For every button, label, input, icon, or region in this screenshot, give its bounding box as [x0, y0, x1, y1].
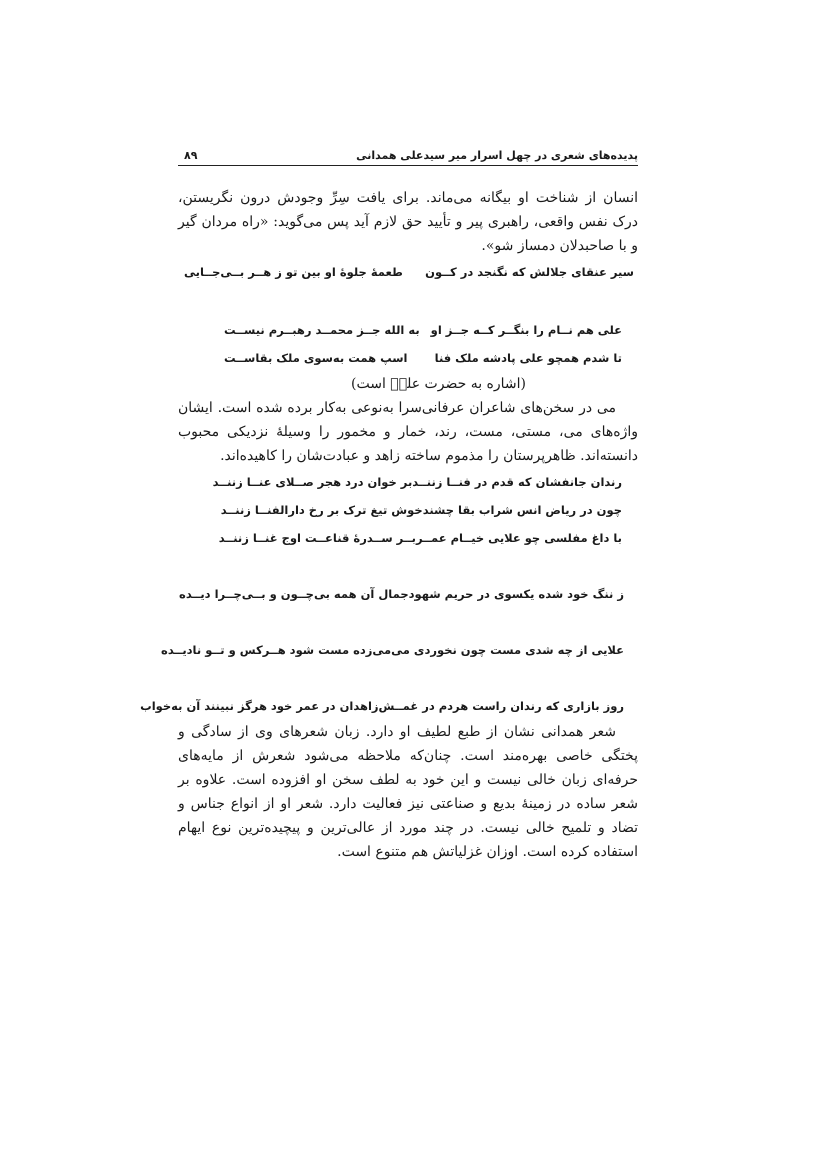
verse-9-right: روز بازاری که رندان راست هردم در غمــش: [378, 699, 624, 713]
verse-2-right: علی هم نــام را بنگــر کــه جــز او: [430, 323, 622, 337]
verse-8: [161, 636, 638, 664]
verse-5-left: خوش تیغ ترک بر رخ دارالفنــا زننــد: [220, 503, 423, 517]
verse-8-left: می‌زده مست شود هــرکس و تــو نادیــده: [161, 643, 392, 657]
verse-1-left: طعمهٔ جلوهٔ او بین تو ز هــر بــی‌جــایی: [184, 265, 403, 279]
verse-7: [178, 580, 638, 608]
paragraph-1: انسان از شناخت او بیگانه می‌ماند. برای یافت سِرِّ وجودش درون نگریستن، درک نفس واقعی، راهبری پیر و تأیید حق لازم آید پس می‌گوید: «راه مردان گیر و با صاحبدلان دمساز شو».: [178, 190, 638, 254]
running-title: پدیده‌های شعری در چهل اسرار میر سیدعلی همدانی: [356, 149, 638, 162]
verse-7-left: جمال آن همه بی‌چــون و بــی‌چــرا دیــده: [179, 587, 409, 601]
verse-3-right: تا شدم همچو علی پادشه ملک فنا: [434, 351, 622, 365]
verse-4-left: بر خوان درد هجر صــلای عنــا زننــد: [212, 475, 413, 489]
verse-6-left: بــر ســدرهٔ قناعــت اوج غنــا زننــد: [218, 531, 416, 545]
verse-gap: [178, 608, 638, 636]
paragraph-2: می در سخن‌های شاعران عرفانی‌سرا به‌نوعی به‌کار برده شده است. ایشان واژه‌های می، مستی، مست، رند، خمار و مخمور را وسیلهٔ نزدیکی محبوب دانسته‌اند. ظاهرپرستان را مذموم ساخته زاهد و عبادت‌شان را کاهیده‌اند.: [178, 400, 638, 464]
verse-9: [140, 692, 638, 720]
verse-8-right: علایی از چه شدی مست چون نخوردی می: [391, 643, 624, 657]
verse-gap: [178, 664, 638, 692]
page-number: ۸۹: [184, 149, 198, 162]
verse-3-left: اسپ همت به‌سوی ملک بقاســت: [224, 351, 408, 365]
verse-gap: [178, 552, 638, 580]
page-header: [178, 138, 638, 166]
verse-4-right: رندان جانفشان که قدم در فنــا زننــد: [412, 475, 622, 489]
verse-4: [178, 468, 638, 496]
verse-2-left: به الله جــز محمــد رهبــرم نیســت: [224, 323, 420, 337]
verse-gap: [178, 286, 638, 316]
verse-7-right: ز ننگ خود شده یکسوی در حریم شهود: [408, 587, 624, 601]
book-page: [140, 138, 638, 864]
verse-6: [178, 524, 638, 552]
verse-6-right: با داغ مفلسی چو علایی خیــام عمــر: [416, 531, 622, 545]
verse-1: [178, 258, 638, 286]
verse-1-right: سیر عنقای جلالش که نگنجد در کــون: [425, 265, 634, 279]
verse-9-left: زاهدان در عمر خود هرگز نبینند آن به‌خواب: [140, 699, 379, 713]
verse-5: [178, 496, 638, 524]
verse-2: [178, 316, 638, 344]
allusion-note: (اشاره به حضرت علیؑ است): [351, 376, 526, 392]
verse-5-right: چون در ریاض انس شراب بقا چشند: [422, 503, 622, 517]
paragraph-3: شعر همدانی نشان از طبع لطیف او دارد. زبان شعرهای وی از سادگی و پختگی خاصی بهره‌مند است. چنان‌که ملاحظه می‌شود شعرش از مایه‌های حرفه‌ای زبان خالی نیست و این خود به لطف سخن او افزوده است. علاوه بر شعر ساده در زمینهٔ بدیع و صناعتی نیز فعالیت دارد. شعر او از انواع جناس و تضاد و تلمیح خالی نیست. در چند مورد از عالی‌ترین و پیچیده‌ترین نوع ایهام استفاده کرده است. اوزان غزلیاتش هم متنوع است.: [178, 724, 638, 860]
verse-3: [178, 344, 638, 372]
